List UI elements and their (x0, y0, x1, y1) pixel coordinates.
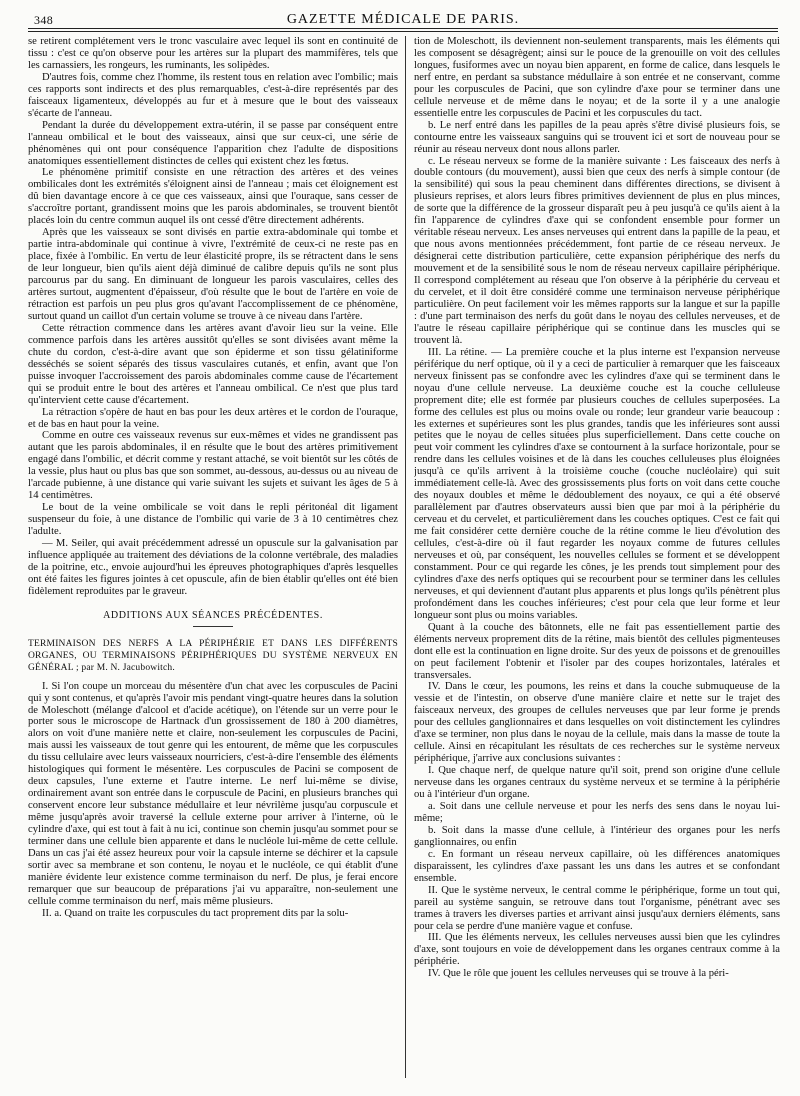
paragraph: — M. Seiler, qui avait précédemment adressé un opuscule sur la galvanisation par influence appliquée au traitement des déviations de la colonne vertébrale, des maladies de la poitrine, etc., envoie aujourd'hui les épreuves photographiques d'après lesquelles ont été faites les figures jointes à cet opuscule, afin de bien établir qu'elles ont été bien fidèlement reproduites par le graveur. (28, 538, 398, 597)
paragraph: IV. Dans le cœur, les poumons, les reins et dans la couche submuqueuse de la vessie et de l'intestin, on observe d'une manière claire et nette sur le trajet des faisceaux nerveux, des groupes de cellules nerveuses que par leur forme je prends pour des cellules ganglionnaires et dans lesquelles on voit distinctement les cylindres d'axe se terminer, non plus dans le noyau de la cellule, mais dans la masse de toute la cellule. Ainsi en récapitulant les résultats de ces recherches sur le système nerveux périphérique, j'arrive aux conclusions suivantes : (414, 681, 780, 765)
section-rule (193, 626, 233, 627)
paragraph: Le phénomène primitif consiste en une rétraction des artères et des veines ombilicales dont les extrémités s'éloignent ainsi de l'anneau ; mais cet éloignement est dû bien davantage encore à ce que ces vaisseaux, ainsi que l'ouraque, sans cesser de s'accroître portant, grandissent moins que les parois abdominales, se trouvent bientôt placés loin du centre commun auquel ils ont cessé d'être directement adhérents. (28, 167, 398, 227)
paragraph: La rétraction s'opère de haut en bas pour les deux artères et le cordon de l'ouraque, et de bas en haut pour la veine. (28, 406, 398, 430)
journal-title: GAZETTE MÉDICALE DE PARIS. (286, 12, 520, 27)
paragraph: Quant à la couche des bâtonnets, elle ne fait pas essentiellement partie des éléments nerveux proprement dits de la rétine, mais bientôt des cellules pigmenteuses dont elle est la continuation en ligne droite. Sur des yeux de poissons et de grenouilles on peut facilement l'obtenir et l'isoler par des coupes horizontales, latérales et transversales. (414, 621, 780, 681)
header-rule-double (28, 31, 778, 32)
left-column (28, 36, 398, 1090)
right-column (414, 36, 780, 1090)
conclusion-item: IV. Que le rôle que jouent les cellules nerveuses qui se trouve à la péri- (428, 968, 729, 980)
article-title-text: TERMINAISON DES NERFS A LA PÉRIPHÉRIE ET DANS LES DIFFÉRENTS ORGANES, OU TERMINAISONS PÉRIPHÉRIQUES DU SYSTÈME NERVEUX EN GÉNÉRAL ; par (28, 638, 398, 673)
paragraph: Le bout de la veine ombilicale se voit dans le repli péritonéal dit ligament suspenseur du foie, à une distance de l'ombilic qui varie de 3 à 10 centimètres chez l'adulte. (28, 502, 398, 538)
conclusion-item: II. Que le système nerveux, le central comme le périphérique, forme un tout qui, pareil au système sanguin, se retrouve dans tout l'organisme, pénétrant avec ses trames à travers les diverses parties et arrivant ainsi jusqu'aux derniers éléments, sans pour cela se perdre d'une manière vague et confuse. (414, 884, 780, 932)
paragraph: III. La rétine. — La première couche et la plus interne est l'expansion nerveuse périférique du nerf optique, où il y a ceci de particulier à remarquer que les faisceaux nerveux finissent pas se confondre avec les cylindres d'axe qui se terminent dans le noyau d'une cellule nerveuse. La deuxième couche est la couche celluleuse proprement dite; elle est formée par plusieurs couches de cellules superposées. La forme des cellules est plus ou moins ovale ou ronde; leur grandeur varie beaucoup : les externes et supérieures sont les plus grandes, tandis que les inférieures sont aussi petites que le noyau de celles situées plus superficiellement. Dans cette couche on peut voir comment les cylindres d'axe se contournent à la surface horizontale, pour se rendre dans les cellules voisines et de là dans les couches celluleuses plus éloignées jusqu'à ce qu'ils arrivent à la troisième couche (couche nucléolaire) qui suit immédiatement celle-là. Avec des grossissements plus forts on voit dans cette couche des noyaux doubles et même le dédoublement des noyaux, ce qui a été observé parallèlement par d'autres observateurs aussi bien que par moi à la périphérie du cerveau et du cervelet, et particulièrement dans les couches optiques. C'est ce fait qui me fait considérer cette dernière couche de la rétine comme le lieu d'évolution des cellules, c'est-à-dire où il faut regarder les noyaux comme de futures cellules nerveuses et où, par conséquent, les nouvelles cellules se forment et se développent constamment. Pour ce qui regarde les cônes, je les prends tout simplement pour des cylindres d'axe des nerfs optiques qui se recourbent pour se terminer dans les cellules nerveuses, et qui deviennent d'autant plus apparents et plus longs qu'ils pénètrent plus profondément dans les couches inférieures; c'est pour cela que leur forme et leur longueur sont plus ou moins variables. (414, 346, 780, 621)
column-divider (405, 36, 406, 1078)
page-number: 348 (34, 13, 54, 27)
article-paragraph: I. Si l'on coupe un morceau du mésentère d'un chat avec les corpuscules de Pacini qui y sont contenus, et qu'après l'avoir mis pendant vingt-quatre heures dans la solution de Moleschott (mélange d'alcool et d'acide acétique), on l'étende sur un verre pour le porter sous le microscope de Hartnack d'un grossissement de 180 à 200 diamètres, alors on voit d'une manière nette et claire, non-seulement les corpuscules de Pacini, mais aussi les vaisseaux de tout genre qui les entourent, de même que les corpuscules du tissu cellulaire avec leurs vaisseaux nourriciers, c'est-à-dire l'ensemble des éléments histologiques qui forment le mésentère. Les corpuscules de Pacini se composent de deux capsules, l'une externe et l'autre interne. Le nerf lui-même se divise, ordinairement avant son entrée dans le corpuscule de Pacini, en plusieurs branches qui conservent encore leur substance médullaire et leur névrilème jusqu'au corpuscule et même jusqu'après avoir traversé la cellule externe pour arriver à l'interne, où le cylindre d'axe, qui est tout à fait à nu ici, continue son chemin jusqu'au sommet pour se terminer dans une cellule bien apparente et dans le nucléole lui-même de cette cellule. Dans un cas j'ai été assez heureux pour voir la capsule interne se déchirer et la capsule sortir avec sa membrane et son contenu, le noyau et le nucléole, ce qui établit d'une manière évidente leur existence comme terminaison du nerf. De plus, je ferai encore remarquer que sur beaucoup de préparations j'ai vu apparaître, non-seulement une cellule comme terminaison du nerf, mais même plusieurs. (28, 680, 398, 907)
paragraph: Après que les vaisseaux se sont divisés en partie extra-abdominale qui tombe et partie intra-abdominale qui continue à vivre, l'extrémité de ceux-ci ne reste pas en place, fixée à l'ombilic. En vertu de leur élasticité propre, ils se rétractent dans le sens de leur longueur, bien qu'ils aient déjà diminué de calibre depuis qu'ils ne sont plus parcourus par du sang. En diminuant de longueur les parois vasculaires, celles des artères surtout, augmentent d'épaisseur, d'où résulte que le bout de l'artère en voie de rétraction est parfois un peu plus gros qu'avant l'accomplissement de ce phénomène, surtout quand un caillot d'un certain volume se trouve à ce niveau dans l'artère. (28, 227, 398, 322)
paragraph: b. Le nerf entré dans les papilles de la peau après s'être divisé plusieurs fois, se contourne entre les vaisseaux sanguins qui se trouvent ici et sort de nouveau pour se réunir au réseau nerveux dont nous allons parler. (414, 119, 780, 155)
article-author: M. N. Jacubowitch. (96, 662, 175, 673)
paragraph: Comme en outre ces vaisseaux revenus sur eux-mêmes et vides ne grandissent pas autant que les parois abdominales, il en résulte que le bout des artères primitivement engagé dans l'ombilic, et décrit comme y restant attaché, se voit bientôt sur les côtés de la vessie, plus haut ou plus bas que son sommet, au-dessous, au-dessus ou au niveau de l'arcade pubienne, à une distance qui varie suivant les sujets et suivant les âges de 5 à 14 centimètres. (28, 430, 398, 502)
section-title-text: ADDITIONS AUX SÉANCES PRÉCÉDENTES. (103, 609, 323, 621)
header-rule (28, 28, 778, 29)
conclusion-item: a. Soit dans une cellule nerveuse et pour les nerfs des sens dans le noyau lui-même; (414, 801, 780, 824)
conclusion-item: III. Que les éléments nerveux, les cellules nerveuses aussi bien que les cylindres d'axe, sont toujours en voie de développement dans les organes centraux comme à la périphérie. (414, 932, 780, 968)
page-header (28, 8, 778, 28)
article-paragraph: II. a. Quand on traite les corpuscules du tact proprement dits par la solu- (42, 907, 349, 919)
paragraph: c. Le réseau nerveux se forme de la manière suivante : Les faisceaux des nerfs à double contours (du mouvement), aussi bien que ceux des nerfs à simple contour (de la sensibilité) qui sous la peau cheminent dans différentes directions, se divisent à plusieurs reprises, et alors leurs fibres primitives deviennent de plus en plus minces, de sorte que la différence de la grosseur disparaît peu à peu jusqu'à ce qu'ils aient à la fin l'apparence de cylindres d'axe qui se confondent ensemble pour former un véritable réseau nerveux. Les anses nerveuses qui entrent dans la papille de la peau, et que nous avons mentionnées précédemment, font partie de ce réseau nerveux. Je désignerai cette distribution particulière, cette expansion périphérique des nerfs du mouvement et de la sensibilité sous le nom de réseau nerveux capillaire périphérique. Il correspond complétement au réseau que l'on observe à la périphérie du cerveau et du cervelet, et il doit être considéré comme une terminaison nerveuse périphérique particulière. On peut facilement voir les mêmes rapports sur la langue et sur la papille : d'une part terminaison des nerfs du goût dans le noyau des cellules nerveuses, et de l'autre le réseau capillaire périphérique qui se continue dans les muscles qui se trouvent là. (414, 155, 780, 346)
paragraph: D'autres fois, comme chez l'homme, ils restent tous en relation avec l'ombilic; mais ces rapports sont indirects et des plus remarquables, c'est-à-dire représentés par des faisceaux ligamenteux, développés au fur et à mesure que le bout des vaisseaux s'écarte de l'anneau. (28, 71, 398, 119)
conclusion-item: b. Soit dans la masse d'une cellule, à l'intérieur des organes pour les nerfs ganglionnaires, ou enfin (414, 824, 780, 848)
conclusion-item: I. Que chaque nerf, de quelque nature qu'il soit, prend son origine d'une cellule nerveuse dans les organes centraux du système nerveux et se termine à la périphérie ou à l'intérieur d'un organe. (414, 765, 780, 801)
paragraph: Cette rétraction commence dans les artères avant d'avoir lieu sur la veine. Elle commence parfois dans les artères aussitôt qu'elles se sont divisées avant même la chute du cordon, c'est-à-dire avant que son épiderme et son tissu gélatiniforme desséchés se soient séparés des tissus vasculaires cutanés, et enfin, avant que l'on puisse invoquer l'accroissement des parois abdominales comme cause de l'écartement qui se produit entre le bout des artères et l'anneau ombilical. Ce n'est que plus tard qu'intervient cette cause d'écartement. (28, 322, 398, 406)
conclusion-item: c. En formant un réseau nerveux capillaire, où les différences anatomiques disparaissent, les cylindres d'axe passant les uns dans les autres et se confondant ensemble. (414, 848, 780, 884)
paragraph: Pendant la durée du développement extra-utérin, il se passe par conséquent entre l'anneau ombilical et le bout des vaisseaux, ainsi que sur ceux-ci, une série de phénomènes qui ont pour conséquence l'apparition chez l'adulte de dispositions anatomiques essentiellement distinctes de celles qui existent chez les fœtus. (28, 119, 398, 167)
paragraph: se retirent complétement vers le tronc vasculaire avec lequel ils sont en continuité de tissu : c'est ce qu'on observe pour les artères sur la plupart des mammifères, tels que les carnassiers, les rongeurs, les ruminants, les solipèdes. (28, 36, 398, 71)
section-title (28, 610, 398, 627)
paragraph: tion de Moleschott, ils deviennent non-seulement transparents, mais les éléments qui les composent se désagrègent; ainsi sur le pouce de la grenouille on voit des cellules longues, fusiformes avec un noyau bien apparent, en forme de calice, dans lesquels le nerf entre, en perdant sa substance médullaire à son entrée et ne conservant, comme pour les corpuscules de Pacini, que son cylindre d'axe pour se terminer dans une cellule nerveuse et de même dans le noyau; et de la sorte il y a une analogie essentielle entre les corpuscules de Pacini et les corpuscules du tact. (414, 36, 780, 119)
article-title (28, 639, 398, 675)
